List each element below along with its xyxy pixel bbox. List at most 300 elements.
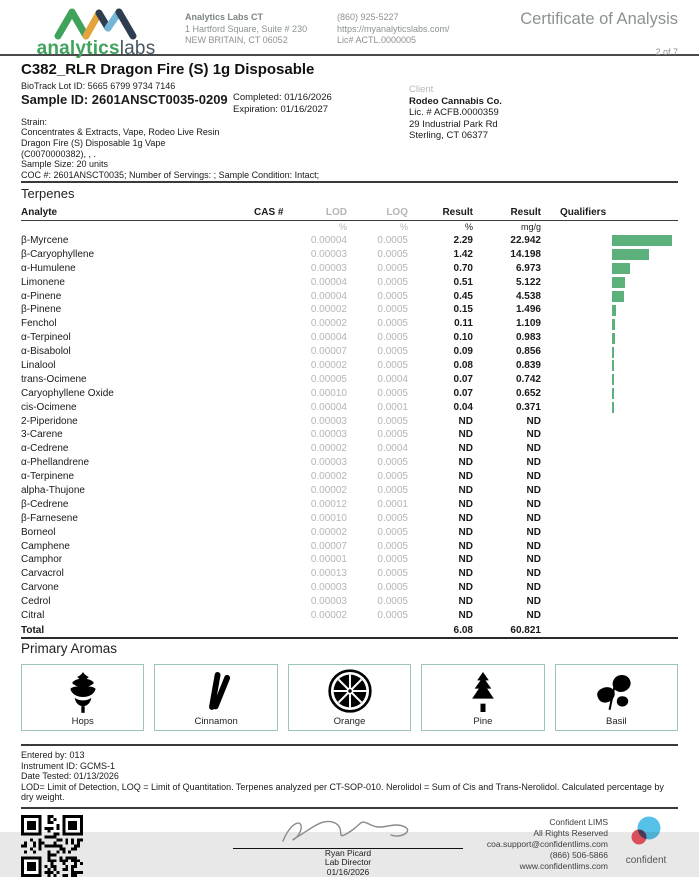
result-bar [612,333,615,344]
result-bar-cell [541,428,678,442]
result-mgg: ND [526,568,541,580]
col-result-mgg: Result [510,206,541,218]
cas-number [254,317,300,331]
table-row [21,456,678,470]
cas-number [254,553,300,567]
result-bar-cell [541,595,678,609]
analyte-name: Camphor [21,554,63,566]
lab-contact [337,6,507,54]
result-percent: ND [458,554,473,566]
lab-logo [21,6,171,59]
result-percent: 1.42 [453,248,473,260]
aroma-label: Orange [333,715,366,727]
result-percent: ND [458,485,473,497]
cas-number [254,373,300,387]
result-mgg: ND [526,443,541,455]
signer-title: Lab Director [324,857,372,868]
result-percent: 0.09 [453,346,473,358]
col-cas: CAS # [254,206,284,218]
analyte-name: Caryophyllene Oxide [21,387,114,399]
terpenes-table-header [21,207,678,221]
cas-number [254,387,300,401]
aroma-label: Pine [473,715,493,727]
table-row [21,248,678,262]
result-percent: ND [458,596,473,608]
result-bar-cell [541,234,678,248]
loq-value: 0.0005 [377,596,408,608]
result-bar-cell [541,526,678,540]
lod-value: 0.00003 [310,248,347,260]
client-address2: Sterling, CT 06377 [409,130,489,141]
result-percent: ND [458,429,473,441]
cas-number [254,498,300,512]
result-percent: ND [458,457,473,469]
result-bar-cell [541,567,678,581]
aroma-label: Cinnamon [194,715,238,727]
sample-detail-line: (C0070000382), , . [21,148,97,159]
biotrack-lot-id: BioTrack Lot ID: 5665 6799 9734 7146 [21,81,176,91]
date-tested: Date Tested: 01/13/2026 [21,771,119,782]
table-row [21,359,678,373]
analyte-name: Citral [21,610,45,622]
aromas-section [0,639,699,731]
expiration-date: Expiration: 01/16/2027 [233,104,329,115]
lod-value: 0.00007 [310,346,347,358]
confident-logo [614,813,678,866]
loq-value: 0.0005 [377,429,408,441]
cas-number [254,262,300,276]
result-bar-cell [541,331,678,345]
result-bar [612,347,614,358]
result-mgg: 0.983 [515,332,541,344]
table-row [21,331,678,345]
loq-value: 0.0004 [377,443,408,455]
sample-detail-line: Sample Size: 20 units [21,159,109,170]
table-row [21,387,678,401]
table-row [21,303,678,317]
result-mgg: 14.198 [510,248,541,260]
table-row [21,498,678,512]
lod-value: 0.00001 [310,554,347,566]
result-mgg: ND [526,471,541,483]
loq-value: 0.0005 [377,554,408,566]
result-bar-cell [541,387,678,401]
aroma-box-cinnamon [154,664,277,731]
unit-loq: % [399,221,408,232]
result-percent: 0.07 [453,387,473,399]
table-row [21,262,678,276]
sample-id: Sample ID: 2601ANSCT0035-0209 [21,92,228,107]
cas-number [254,595,300,609]
analyte-name: alpha-Thujone [21,485,85,497]
analyte-name: cis-Ocimene [21,401,77,413]
lab-logo-icon [50,6,142,40]
lod-value: 0.00002 [310,526,347,538]
result-mgg: 22.942 [510,234,541,246]
result-bar-cell [541,581,678,595]
loq-value: 0.0005 [377,526,408,538]
signer-name: Ryan Picard [324,847,372,858]
lod-value: 0.00003 [310,429,347,441]
analyte-name: α-Terpinene [21,471,75,483]
lod-value: 0.00003 [310,262,347,274]
sample-dates [233,92,332,116]
cas-number [254,234,300,248]
cas-number [254,470,300,484]
result-percent: ND [458,540,473,552]
aromas-row [21,664,678,731]
aromas-title: Primary Aromas [21,640,118,656]
analyte-name: α-Bisabolol [21,346,71,358]
result-mgg: 0.856 [515,346,541,358]
result-percent: 0.45 [453,290,473,302]
result-percent: 0.08 [453,360,473,371]
signature-icon [263,813,433,847]
sample-details [21,127,678,181]
lod-value: 0.00004 [310,276,347,288]
table-row [21,401,678,415]
result-mgg: ND [526,498,541,510]
sample-detail-line: Concentrates & Extracts, Vape, Rodeo Live Resin [21,127,220,137]
result-mgg: 5.122 [515,276,541,288]
table-row [21,415,678,429]
lims-email-link[interactable]: coa.support@confidentlims.com [486,838,608,849]
result-percent: ND [458,610,473,622]
document-title: Certificate of Analysis [520,10,678,28]
result-mgg: 0.371 [515,401,541,413]
loq-value: 0.0005 [377,276,408,288]
terpenes-title: Terpenes [21,185,75,201]
orange-icon [327,668,373,714]
analyte-name: β-Pinene [21,304,62,316]
result-percent: 0.51 [453,276,473,288]
result-bar [612,291,624,302]
analyte-name: α-Cedrene [21,443,69,455]
table-row [21,609,678,623]
result-percent: 0.07 [453,373,473,385]
lod-value: 0.00010 [310,512,347,524]
cas-number [254,484,300,498]
result-percent: ND [458,415,473,427]
table-row [21,540,678,554]
result-bar [612,402,614,413]
analyte-name: Limonene [21,276,65,288]
cinnamon-icon [196,670,236,714]
confident-wordmark: confident [625,854,667,866]
client-label: Client [409,84,434,95]
analyte-name: Camphene [21,540,70,552]
lod-value: 0.00004 [310,332,347,344]
table-row [21,428,678,442]
pine-icon [463,670,503,714]
lims-phone: (866) 506-5866 [549,849,608,860]
lod-value: 0.00010 [310,387,347,399]
qr-code [21,815,83,877]
result-bar-cell [541,359,678,373]
result-mgg: ND [526,457,541,469]
analyte-name: 2-Piperidone [21,415,78,427]
hops-icon [63,670,103,714]
result-bar [612,319,615,330]
result-percent: ND [458,582,473,594]
cas-number [254,290,300,304]
lims-website-link[interactable]: www.confidentlims.com [519,860,608,871]
loq-value: 0.0005 [377,304,408,316]
completed-date: Completed: 01/16/2026 [233,92,332,103]
result-mgg: ND [526,526,541,538]
total-mgg: 60.821 [510,624,541,636]
loq-value: 0.0005 [377,457,408,469]
result-bar [612,305,616,316]
loq-value: 0.0005 [377,471,408,483]
lab-logo-wordmark: analyticslabs [36,38,156,59]
analyte-name: 3-Carene [21,429,63,441]
result-percent: 0.15 [453,304,473,316]
signature-block [233,813,463,877]
loq-value: 0.0005 [377,485,408,497]
sample-detail-line: COC #: 2601ANSCT0035; Number of Servings: ; Sample Condition: Intact; [21,170,320,181]
lod-value: 0.00005 [310,373,347,385]
result-mgg: 1.496 [515,304,541,316]
table-row [21,484,678,498]
result-percent: ND [458,443,473,455]
result-mgg: ND [526,512,541,524]
result-bar-cell [541,373,678,387]
lod-value: 0.00003 [310,415,347,427]
result-percent: ND [458,498,473,510]
analyte-name: α-Phellandrene [21,457,90,469]
result-bar [612,235,672,246]
cas-number [254,359,300,373]
result-mgg: 1.109 [515,318,541,330]
result-bar-cell [541,484,678,498]
result-percent: ND [458,568,473,580]
aroma-label: Hops [71,715,94,727]
result-percent: 0.04 [453,401,473,413]
analyte-name: α-Pinene [21,290,62,302]
cas-number [254,331,300,345]
analyte-name: Borneol [21,526,56,538]
lab-website-link[interactable]: https://myanalyticslabs.com/ [337,23,450,34]
result-bar-cell [541,456,678,470]
result-percent: 0.70 [453,262,473,274]
result-bar-cell [541,470,678,484]
table-row [21,317,678,331]
footer-section [0,744,699,877]
result-mgg: 0.742 [515,373,541,385]
analyte-name: Carvone [21,582,59,594]
confident-logo-icon [624,813,668,853]
aroma-box-pine [421,664,544,731]
sample-section [0,56,699,181]
col-lod: LOD [325,206,347,218]
lod-value: 0.00002 [310,318,347,330]
loq-value: 0.0005 [377,582,408,594]
total-row [21,623,678,639]
lod-value: 0.00002 [310,485,347,497]
result-bar [612,388,614,399]
table-row [21,553,678,567]
lab-license: Lic# ACTL.0000005 [337,35,417,45]
loq-value: 0.0005 [377,234,408,246]
result-bar-cell [541,303,678,317]
total-percent: 6.08 [453,624,473,636]
entered-by: Entered by: 013 [21,749,85,760]
loq-value: 0.0005 [377,290,408,302]
lod-disclaimer: LOD= Limit of Detection, LOQ = Limit of Quantitation. Terpenes analyzed per CT-SOP-010. Nerolidol = Sum of Cis and Trans-Nerolidol. Calculated percentage by dry weight. [21,781,664,803]
loq-value: 0.0005 [377,415,408,427]
result-bar-cell [541,290,678,304]
aroma-label: Basil [606,715,627,727]
analyte-name: trans-Ocimene [21,373,87,385]
analyte-name: Cedrol [21,596,51,608]
cas-number [254,248,300,262]
cas-number [254,609,300,623]
total-label: Total [21,624,45,636]
loq-value: 0.0005 [377,512,408,524]
lod-value: 0.00002 [310,610,347,622]
loq-value: 0.0005 [377,540,408,552]
result-bar-cell [541,498,678,512]
basil-icon [595,670,637,714]
lims-rights: All Rights Reserved [533,827,608,838]
cas-number [254,456,300,470]
result-bar-cell [541,248,678,262]
signer-date: 01/16/2026 [326,866,370,877]
cas-number [254,303,300,317]
result-bar [612,374,614,385]
client-license: Lic. # ACFB.0000359 [409,107,499,118]
loq-value: 0.0005 [377,332,408,344]
result-mgg: ND [526,596,541,608]
result-mgg: ND [526,582,541,594]
result-percent: ND [458,526,473,538]
loq-value: 0.0005 [377,568,408,580]
lod-value: 0.00002 [310,360,347,371]
analyte-name: β-Caryophyllene [21,248,95,260]
col-loq: LOQ [386,206,408,218]
lab-address-line1: 1 Hartford Square, Suite # 230 [185,23,308,34]
unit-lod: % [338,221,347,232]
loq-value: 0.0005 [377,262,408,274]
result-mgg: 6.973 [515,262,541,274]
result-bar-cell [541,609,678,623]
aroma-box-hops [21,664,144,731]
cas-number [254,512,300,526]
col-qualifiers: Qualifiers [560,206,607,218]
terpenes-section [0,181,699,639]
loq-value: 0.0001 [377,498,408,510]
result-mgg: ND [526,610,541,622]
cas-number [254,276,300,290]
result-bar-cell [541,512,678,526]
result-percent: 2.29 [453,234,473,246]
table-row [21,595,678,609]
cas-number [254,526,300,540]
result-percent: 0.11 [454,318,473,330]
cas-number [254,428,300,442]
lod-value: 0.00002 [310,304,347,316]
lab-info [185,6,337,54]
terpenes-units-row [21,221,678,234]
lod-value: 0.00013 [310,568,347,580]
sample-detail-line: Dragon Fire (S) Disposable 1g Vape [21,137,166,148]
result-mgg: 0.652 [515,387,541,399]
lod-value: 0.00007 [310,540,347,552]
result-mgg: ND [526,415,541,427]
lab-address-line2: NEW BRITAIN, CT 06052 [185,35,288,45]
loq-value: 0.0004 [377,373,408,385]
analyte-name: Linalool [21,360,56,371]
cas-number [254,415,300,429]
result-bar-cell [541,345,678,359]
analyte-name: β-Cedrene [21,498,69,510]
unit-result-mgg: mg/g [520,221,541,232]
header [0,0,699,59]
lod-value: 0.00004 [310,290,347,302]
lod-value: 0.00002 [310,443,347,455]
aroma-box-basil [555,664,678,731]
product-name: C382_RLR Dragon Fire (S) 1g Disposable [21,61,315,78]
analyte-name: α-Terpineol [21,332,71,344]
cas-number [254,540,300,554]
lod-value: 0.00002 [310,471,347,483]
analyte-name: α-Humulene [21,262,76,274]
cas-number [254,442,300,456]
lod-value: 0.00012 [310,498,347,510]
result-bar-cell [541,276,678,290]
result-bar-cell [541,553,678,567]
result-bar-cell [541,415,678,429]
result-percent: 0.10 [453,332,473,344]
page-number: 2 of 7 [655,47,678,57]
analyte-name: Fenchol [21,318,57,330]
footer-bottom-row [21,809,678,877]
table-row [21,581,678,595]
lab-phone: (860) 925-5227 [337,12,399,22]
loq-value: 0.0005 [377,248,408,260]
table-row [21,234,678,248]
table-row [21,470,678,484]
loq-value: 0.0005 [377,387,408,399]
table-row [21,373,678,387]
result-bar-cell [541,540,678,554]
cas-number [254,345,300,359]
result-percent: ND [458,512,473,524]
table-row [21,276,678,290]
lod-value: 0.00004 [310,234,347,246]
analyte-name: β-Farnesene [21,512,78,524]
result-bar [612,263,630,274]
cas-number [254,567,300,581]
lod-value: 0.00003 [310,457,347,469]
lod-value: 0.00003 [310,582,347,594]
loq-value: 0.0005 [377,318,408,330]
client-address1: 29 Industrial Park Rd [409,118,498,130]
analyte-name: Carvacrol [21,568,64,580]
result-bar-cell [541,401,678,415]
lab-name: Analytics Labs CT [185,12,264,22]
loq-value: 0.0005 [377,360,408,371]
table-row [21,526,678,540]
lims-name: Confident LIMS [549,816,608,827]
instrument-id: Instrument ID: GCMS-1 [21,760,116,771]
result-mgg: 4.538 [515,290,541,302]
col-result-pct: Result [442,206,473,218]
aroma-box-orange [288,664,411,731]
result-mgg: ND [526,554,541,566]
table-row [21,290,678,304]
